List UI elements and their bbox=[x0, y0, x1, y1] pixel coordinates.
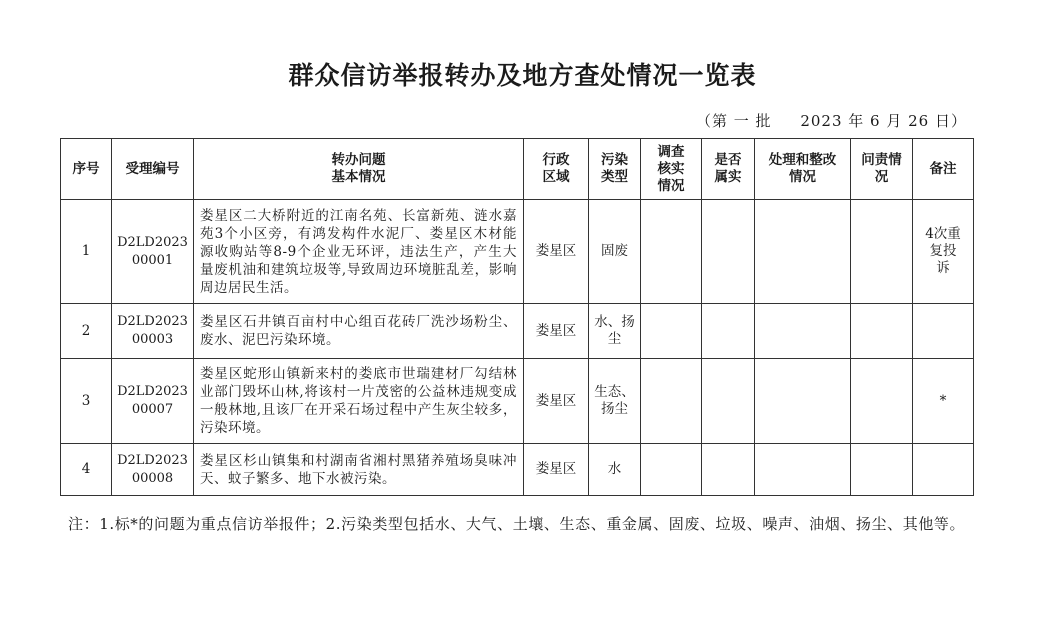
verified-cell bbox=[702, 359, 755, 444]
pollution-type: 生态、 扬尘 bbox=[589, 359, 641, 444]
row-number: 1 bbox=[61, 200, 112, 304]
handling-cell bbox=[755, 200, 851, 304]
header-cell: 污染 类型 bbox=[589, 139, 641, 200]
remark-cell bbox=[913, 304, 974, 359]
verified-cell bbox=[702, 444, 755, 496]
table-row bbox=[61, 304, 974, 359]
case-description: 娄星区石井镇百亩村中心组百花砖厂洗沙场粉尘、废水、泥巴污染环境。 bbox=[194, 304, 524, 359]
report-table bbox=[60, 138, 974, 496]
header-cell: 备注 bbox=[913, 139, 974, 200]
case-description: 娄星区二大桥附近的江南名苑、长富新苑、涟水嘉苑3个小区旁，有鸿发构件水泥厂、娄星区木材能源收购站等8-9个企业无环评，违法生产，产生大量废机油和建筑垃圾等,导致周边环境脏乱差，影响周边居民生活。 bbox=[194, 200, 524, 304]
admin-region: 娄星区 bbox=[524, 444, 589, 496]
handling-cell bbox=[755, 359, 851, 444]
case-code: D2LD2023 00001 bbox=[112, 200, 194, 304]
investigation-cell bbox=[641, 304, 702, 359]
table-row bbox=[61, 444, 974, 496]
accountability-cell bbox=[851, 304, 913, 359]
header-cell: 行政 区域 bbox=[524, 139, 589, 200]
admin-region: 娄星区 bbox=[524, 304, 589, 359]
investigation-cell bbox=[641, 359, 702, 444]
admin-region: 娄星区 bbox=[524, 200, 589, 304]
pollution-type: 水 bbox=[589, 444, 641, 496]
row-number: 2 bbox=[61, 304, 112, 359]
verified-cell bbox=[702, 304, 755, 359]
investigation-cell bbox=[641, 444, 702, 496]
handling-cell bbox=[755, 444, 851, 496]
verified-cell bbox=[702, 200, 755, 304]
remark-cell: 4次重 复投 诉 bbox=[913, 200, 974, 304]
header-cell: 处理和整改 情况 bbox=[755, 139, 851, 200]
case-code: D2LD2023 00003 bbox=[112, 304, 194, 359]
table-row bbox=[61, 359, 974, 444]
handling-cell bbox=[755, 304, 851, 359]
header-cell: 受理编号 bbox=[112, 139, 194, 200]
accountability-cell bbox=[851, 359, 913, 444]
table-header-row bbox=[61, 139, 974, 200]
accountability-cell bbox=[851, 200, 913, 304]
row-number: 3 bbox=[61, 359, 112, 444]
page-title: 群众信访举报转办及地方查处情况一览表 bbox=[288, 61, 757, 90]
row-number: 4 bbox=[61, 444, 112, 496]
header-cell: 转办问题 基本情况 bbox=[194, 139, 524, 200]
pollution-type: 水、扬 尘 bbox=[589, 304, 641, 359]
admin-region: 娄星区 bbox=[524, 359, 589, 444]
footnote: 注：1.标*的问题为重点信访举报件；2.污染类型包括水、大气、土壤、生态、重金属、固废、垃圾、噪声、油烟、扬尘、其他等。 bbox=[68, 515, 966, 533]
pollution-type: 固废 bbox=[589, 200, 641, 304]
header-cell: 问责情 况 bbox=[851, 139, 913, 200]
remark-cell: * bbox=[913, 359, 974, 444]
case-description: 娄星区蛇形山镇新来村的娄底市世瑞建材厂勾结林业部门毁坏山林,将该村一片茂密的公益林违规变成一般林地,且该厂在开采石场过程中产生灰尘较多，污染环境。 bbox=[194, 359, 524, 444]
header-cell: 是否 属实 bbox=[702, 139, 755, 200]
table-row bbox=[61, 200, 974, 304]
header-cell: 序号 bbox=[61, 139, 112, 200]
accountability-cell bbox=[851, 444, 913, 496]
header-cell: 调查 核实 情况 bbox=[641, 139, 702, 200]
case-code: D2LD2023 00008 bbox=[112, 444, 194, 496]
batch-date-line: （第 一 批 2023 年 6 月 26 日） bbox=[695, 112, 967, 130]
investigation-cell bbox=[641, 200, 702, 304]
case-code: D2LD2023 00007 bbox=[112, 359, 194, 444]
remark-cell bbox=[913, 444, 974, 496]
case-description: 娄星区杉山镇集和村湖南省湘村黑猪养殖场臭味冲天、蚊子繁多、地下水被污染。 bbox=[194, 444, 524, 496]
